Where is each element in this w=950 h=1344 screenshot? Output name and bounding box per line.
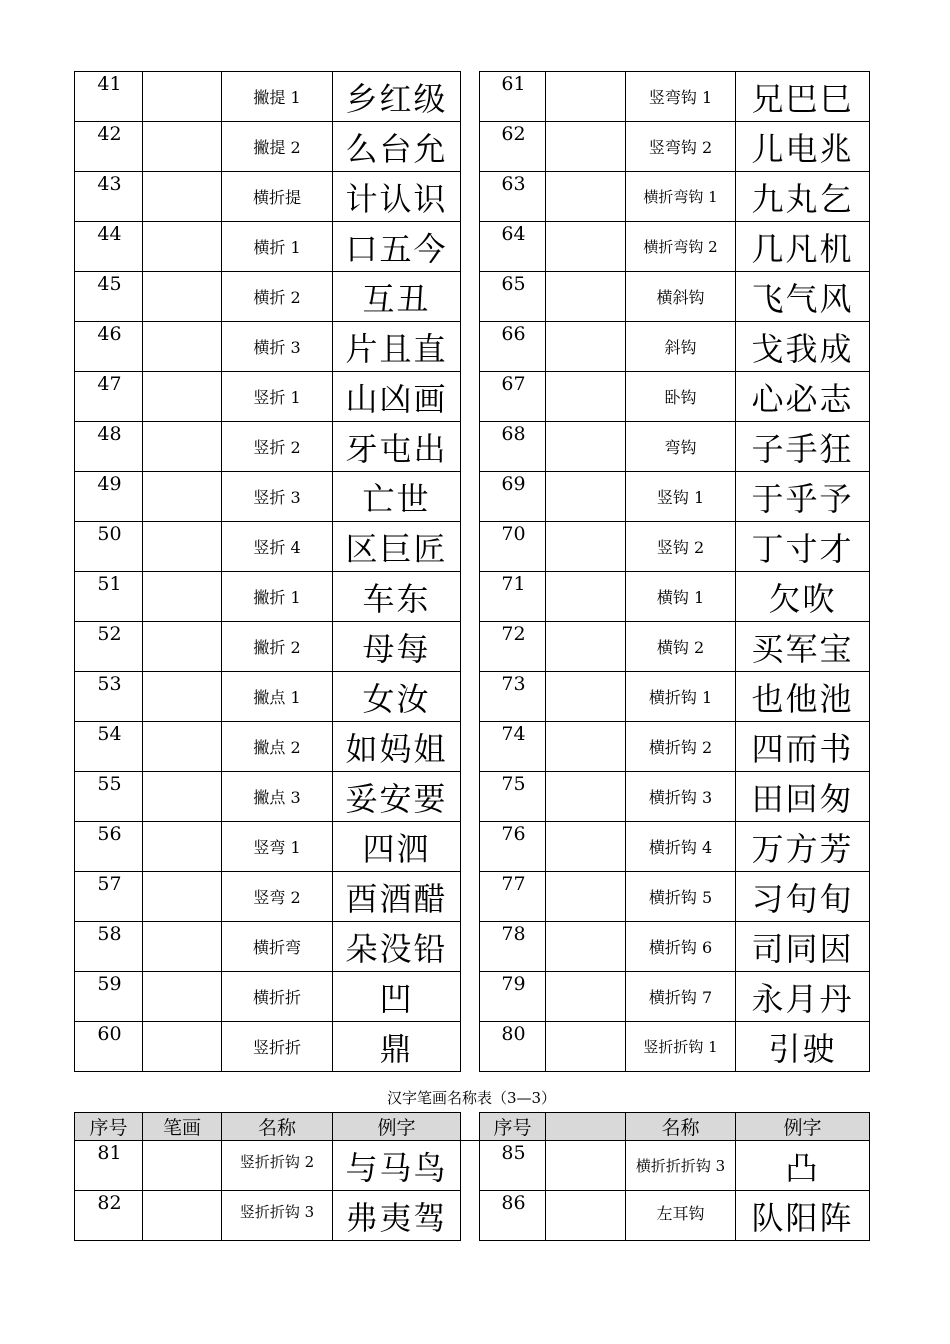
stroke-table-main <box>74 71 870 1072</box>
row-number <box>75 372 143 422</box>
stroke-cell <box>143 672 222 722</box>
stroke-name: 横斜钩 <box>626 272 736 322</box>
stroke-cell <box>546 872 626 922</box>
row-number-text: 86 <box>501 1192 526 1214</box>
row-number-text: 74 <box>501 723 526 745</box>
example-chars: 么台允 <box>333 122 461 172</box>
row-number-text: 62 <box>501 123 526 145</box>
row-number-text: 66 <box>501 323 526 345</box>
row-number-text: 61 <box>501 73 526 95</box>
example-chars: 如妈姐 <box>333 722 461 772</box>
stroke-name: 横钩 1 <box>626 572 736 622</box>
row-number <box>480 872 546 922</box>
table-row <box>75 122 870 172</box>
example-chars: 司同因 <box>736 922 870 972</box>
stroke-name: 竖弯钩 1 <box>626 72 736 122</box>
gap-cell <box>461 122 480 172</box>
stroke-name: 横折弯钩 2 <box>626 222 736 272</box>
example-chars: 牙屯出 <box>333 422 461 472</box>
header-cell: 例字 <box>333 1113 461 1141</box>
example-chars: 计认识 <box>333 172 461 222</box>
table-row <box>75 872 870 922</box>
stroke-name: 横折钩 1 <box>626 672 736 722</box>
stroke-cell <box>143 922 222 972</box>
row-number <box>75 72 143 122</box>
row-number <box>480 272 546 322</box>
row-number-text: 46 <box>97 323 122 345</box>
row-number <box>480 72 546 122</box>
table-row <box>75 1191 870 1241</box>
row-number <box>75 772 143 822</box>
row-number <box>75 322 143 372</box>
row-number <box>480 172 546 222</box>
table-row <box>75 922 870 972</box>
table-row <box>75 472 870 522</box>
row-number <box>75 172 143 222</box>
gap-cell <box>461 272 480 322</box>
header-cell <box>546 1113 626 1141</box>
row-number-text: 76 <box>501 823 526 845</box>
stroke-name: 横折折折钩 3 <box>626 1141 736 1191</box>
row-number-text: 51 <box>97 573 122 595</box>
stroke-cell <box>143 222 222 272</box>
row-number-text: 81 <box>97 1142 122 1164</box>
example-chars: 几凡机 <box>736 222 870 272</box>
stroke-cell <box>143 372 222 422</box>
stroke-name: 横折钩 6 <box>626 922 736 972</box>
table-row <box>75 672 870 722</box>
row-number <box>75 872 143 922</box>
table-row <box>75 322 870 372</box>
row-number <box>75 272 143 322</box>
row-number <box>480 322 546 372</box>
example-chars: 区巨匠 <box>333 522 461 572</box>
example-chars: 酉酒醋 <box>333 872 461 922</box>
row-number-text: 82 <box>97 1192 122 1214</box>
stroke-name: 横折 3 <box>222 322 333 372</box>
gap-cell <box>461 672 480 722</box>
row-number-text: 49 <box>97 473 122 495</box>
stroke-cell <box>546 222 626 272</box>
row-number <box>480 822 546 872</box>
table-row <box>75 972 870 1022</box>
example-chars: 片且直 <box>333 322 461 372</box>
gap-cell <box>461 322 480 372</box>
row-number-text: 73 <box>501 673 526 695</box>
row-number-text: 44 <box>97 223 122 245</box>
table-row <box>75 422 870 472</box>
row-number <box>75 122 143 172</box>
row-number-text: 79 <box>501 973 526 995</box>
stroke-cell <box>143 272 222 322</box>
row-number <box>75 572 143 622</box>
example-chars: 飞气风 <box>736 272 870 322</box>
row-number-text: 71 <box>501 573 526 595</box>
row-number-text: 58 <box>97 923 122 945</box>
row-number-text: 64 <box>501 223 526 245</box>
stroke-cell <box>143 122 222 172</box>
stroke-name: 撇折 2 <box>222 622 333 672</box>
stroke-name: 横折折 <box>222 972 333 1022</box>
row-number <box>75 1141 143 1191</box>
example-chars: 儿电兆 <box>736 122 870 172</box>
stroke-name: 撇点 1 <box>222 672 333 722</box>
stroke-name: 竖弯 2 <box>222 872 333 922</box>
row-number <box>480 922 546 972</box>
gap-cell <box>461 922 480 972</box>
row-number-text: 85 <box>501 1142 526 1164</box>
stroke-cell <box>143 772 222 822</box>
stroke-name: 横钩 2 <box>626 622 736 672</box>
row-number-text: 78 <box>501 923 526 945</box>
example-chars: 弗夷驾 <box>333 1191 461 1241</box>
row-number-text: 55 <box>97 773 122 795</box>
stroke-name: 竖折 3 <box>222 472 333 522</box>
header-cell: 笔画 <box>143 1113 222 1141</box>
stroke-cell <box>546 522 626 572</box>
gap-cell <box>461 722 480 772</box>
header-row <box>75 1113 870 1141</box>
stroke-cell <box>143 572 222 622</box>
row-number <box>480 972 546 1022</box>
gap-cell <box>461 1141 480 1191</box>
row-number <box>480 722 546 772</box>
stroke-cell <box>546 72 626 122</box>
example-chars: 习句旬 <box>736 872 870 922</box>
row-number <box>480 522 546 572</box>
row-number <box>75 522 143 572</box>
stroke-cell <box>143 872 222 922</box>
gap-cell <box>461 622 480 672</box>
gap-cell <box>461 772 480 822</box>
example-chars: 四而书 <box>736 722 870 772</box>
row-number-text: 54 <box>97 723 122 745</box>
row-number <box>75 1022 143 1072</box>
row-number-text: 43 <box>97 173 122 195</box>
stroke-cell <box>546 772 626 822</box>
gap-cell <box>461 1113 480 1141</box>
example-chars: 互丑 <box>333 272 461 322</box>
row-number-text: 45 <box>97 273 122 295</box>
table-row <box>75 222 870 272</box>
row-number-text: 53 <box>97 673 122 695</box>
row-number-text: 57 <box>97 873 122 895</box>
stroke-name: 横折钩 5 <box>626 872 736 922</box>
header-cell: 名称 <box>222 1113 333 1141</box>
example-chars: 四泗 <box>333 822 461 872</box>
example-chars: 心必志 <box>736 372 870 422</box>
stroke-name: 斜钩 <box>626 322 736 372</box>
stroke-name: 竖折折 <box>222 1022 333 1072</box>
stroke-name: 横折 1 <box>222 222 333 272</box>
stroke-name: 撇折 1 <box>222 572 333 622</box>
stroke-name: 竖折 2 <box>222 422 333 472</box>
example-chars: 队阳阵 <box>736 1191 870 1241</box>
row-number <box>480 422 546 472</box>
table-row <box>75 1141 870 1191</box>
example-chars: 亡世 <box>333 472 461 522</box>
row-number <box>480 472 546 522</box>
stroke-cell <box>546 1191 626 1241</box>
example-chars: 凸 <box>736 1141 870 1191</box>
stroke-cell <box>143 1022 222 1072</box>
stroke-name: 弯钩 <box>626 422 736 472</box>
example-chars: 女汝 <box>333 672 461 722</box>
stroke-cell <box>143 822 222 872</box>
stroke-name: 左耳钩 <box>626 1191 736 1241</box>
stroke-name: 竖折 1 <box>222 372 333 422</box>
stroke-name: 横折 2 <box>222 272 333 322</box>
row-number <box>75 972 143 1022</box>
example-chars: 口五今 <box>333 222 461 272</box>
gap-cell <box>461 1022 480 1072</box>
row-number <box>480 572 546 622</box>
stroke-cell <box>143 1191 222 1241</box>
stroke-name: 竖钩 1 <box>626 472 736 522</box>
row-number-text: 41 <box>97 73 122 95</box>
example-chars: 朵没铅 <box>333 922 461 972</box>
table-row <box>75 172 870 222</box>
stroke-table-second <box>74 1112 870 1241</box>
table-row <box>75 622 870 672</box>
stroke-cell <box>143 422 222 472</box>
stroke-cell <box>546 472 626 522</box>
stroke-cell <box>546 172 626 222</box>
stroke-cell <box>546 422 626 472</box>
stroke-name: 撇点 2 <box>222 722 333 772</box>
gap-cell <box>461 522 480 572</box>
row-number-text: 42 <box>97 123 122 145</box>
row-number-text: 48 <box>97 423 122 445</box>
row-number-text: 80 <box>501 1023 526 1045</box>
stroke-name: 横折弯钩 1 <box>626 172 736 222</box>
stroke-cell <box>546 572 626 622</box>
row-number <box>480 1141 546 1191</box>
header-cell: 序号 <box>480 1113 546 1141</box>
example-chars: 买军宝 <box>736 622 870 672</box>
stroke-name: 竖折折钩 1 <box>626 1022 736 1072</box>
table-caption: 汉字笔画名称表（3—3） <box>386 1089 557 1107</box>
stroke-cell <box>546 922 626 972</box>
table-row <box>75 572 870 622</box>
stroke-name: 竖折折钩 3 <box>222 1191 333 1241</box>
gap-cell <box>461 222 480 272</box>
stroke-name: 横折钩 2 <box>626 722 736 772</box>
row-number <box>75 222 143 272</box>
table-row <box>75 772 870 822</box>
stroke-cell <box>546 672 626 722</box>
stroke-name: 撇点 3 <box>222 772 333 822</box>
stroke-cell <box>143 72 222 122</box>
stroke-name: 撇提 1 <box>222 72 333 122</box>
stroke-name: 竖钩 2 <box>626 522 736 572</box>
row-number-text: 60 <box>97 1023 122 1045</box>
stroke-cell <box>546 272 626 322</box>
row-number <box>75 822 143 872</box>
stroke-name: 竖弯 1 <box>222 822 333 872</box>
row-number-text: 75 <box>501 773 526 795</box>
row-number <box>75 722 143 772</box>
row-number <box>480 1191 546 1241</box>
example-chars: 戈我成 <box>736 322 870 372</box>
row-number <box>480 672 546 722</box>
table-row <box>75 722 870 772</box>
row-number <box>480 222 546 272</box>
stroke-name: 竖折 4 <box>222 522 333 572</box>
stroke-cell <box>143 972 222 1022</box>
header-cell: 序号 <box>75 1113 143 1141</box>
stroke-name: 横折弯 <box>222 922 333 972</box>
stroke-cell <box>546 1022 626 1072</box>
row-number <box>75 1191 143 1241</box>
stroke-cell <box>546 622 626 672</box>
stroke-cell <box>546 322 626 372</box>
row-number-text: 77 <box>501 873 526 895</box>
example-chars: 鼎 <box>333 1022 461 1072</box>
row-number <box>480 622 546 672</box>
stroke-name: 卧钩 <box>626 372 736 422</box>
row-number <box>480 122 546 172</box>
gap-cell <box>461 372 480 422</box>
gap-cell <box>461 72 480 122</box>
stroke-cell <box>546 1141 626 1191</box>
example-chars: 也他池 <box>736 672 870 722</box>
example-chars: 子手狂 <box>736 422 870 472</box>
row-number <box>480 772 546 822</box>
header-cell: 名称 <box>626 1113 736 1141</box>
example-chars: 山凶画 <box>333 372 461 422</box>
stroke-name: 横折钩 3 <box>626 772 736 822</box>
example-chars: 妥安要 <box>333 772 461 822</box>
stroke-name: 竖弯钩 2 <box>626 122 736 172</box>
example-chars: 丁寸才 <box>736 522 870 572</box>
table-row <box>75 372 870 422</box>
row-number <box>75 472 143 522</box>
row-number-text: 59 <box>97 973 122 995</box>
stroke-name: 横折提 <box>222 172 333 222</box>
row-number-text: 63 <box>501 173 526 195</box>
example-chars: 凹 <box>333 972 461 1022</box>
stroke-cell <box>143 722 222 772</box>
example-chars: 欠吹 <box>736 572 870 622</box>
row-number <box>480 372 546 422</box>
header-cell: 例字 <box>736 1113 870 1141</box>
gap-cell <box>461 822 480 872</box>
stroke-name: 横折钩 4 <box>626 822 736 872</box>
row-number-text: 69 <box>501 473 526 495</box>
gap-cell <box>461 172 480 222</box>
row-number-text: 50 <box>97 523 122 545</box>
example-chars: 田回匆 <box>736 772 870 822</box>
gap-cell <box>461 422 480 472</box>
row-number-text: 70 <box>501 523 526 545</box>
row-number-text: 56 <box>97 823 122 845</box>
stroke-cell <box>143 172 222 222</box>
row-number <box>75 622 143 672</box>
table-row <box>75 522 870 572</box>
example-chars: 与马鸟 <box>333 1141 461 1191</box>
row-number <box>75 922 143 972</box>
row-number-text: 65 <box>501 273 526 295</box>
stroke-name: 横折钩 7 <box>626 972 736 1022</box>
row-number-text: 52 <box>97 623 122 645</box>
gap-cell <box>461 1191 480 1241</box>
row-number <box>480 1022 546 1072</box>
stroke-cell <box>546 122 626 172</box>
gap-cell <box>461 872 480 922</box>
row-number <box>75 672 143 722</box>
stroke-cell <box>546 372 626 422</box>
stroke-cell <box>546 822 626 872</box>
gap-cell <box>461 972 480 1022</box>
example-chars: 于乎予 <box>736 472 870 522</box>
stroke-name: 竖折折钩 2 <box>222 1141 333 1191</box>
stroke-cell <box>143 622 222 672</box>
example-chars: 母每 <box>333 622 461 672</box>
row-number-text: 47 <box>97 373 122 395</box>
stroke-cell <box>143 1141 222 1191</box>
row-number-text: 67 <box>501 373 526 395</box>
stroke-cell <box>143 322 222 372</box>
table-row <box>75 1022 870 1072</box>
gap-cell <box>461 572 480 622</box>
example-chars: 乡红级 <box>333 72 461 122</box>
example-chars: 引驶 <box>736 1022 870 1072</box>
example-chars: 车东 <box>333 572 461 622</box>
row-number-text: 72 <box>501 623 526 645</box>
table-row <box>75 822 870 872</box>
example-chars: 永月丹 <box>736 972 870 1022</box>
stroke-cell <box>143 472 222 522</box>
stroke-cell <box>546 972 626 1022</box>
stroke-cell <box>143 522 222 572</box>
example-chars: 兄巴巳 <box>736 72 870 122</box>
gap-cell <box>461 472 480 522</box>
example-chars: 万方芳 <box>736 822 870 872</box>
stroke-name: 撇提 2 <box>222 122 333 172</box>
table-row <box>75 72 870 122</box>
row-number <box>75 422 143 472</box>
stroke-cell <box>546 722 626 772</box>
row-number-text: 68 <box>501 423 526 445</box>
table-row <box>75 272 870 322</box>
example-chars: 九丸乞 <box>736 172 870 222</box>
